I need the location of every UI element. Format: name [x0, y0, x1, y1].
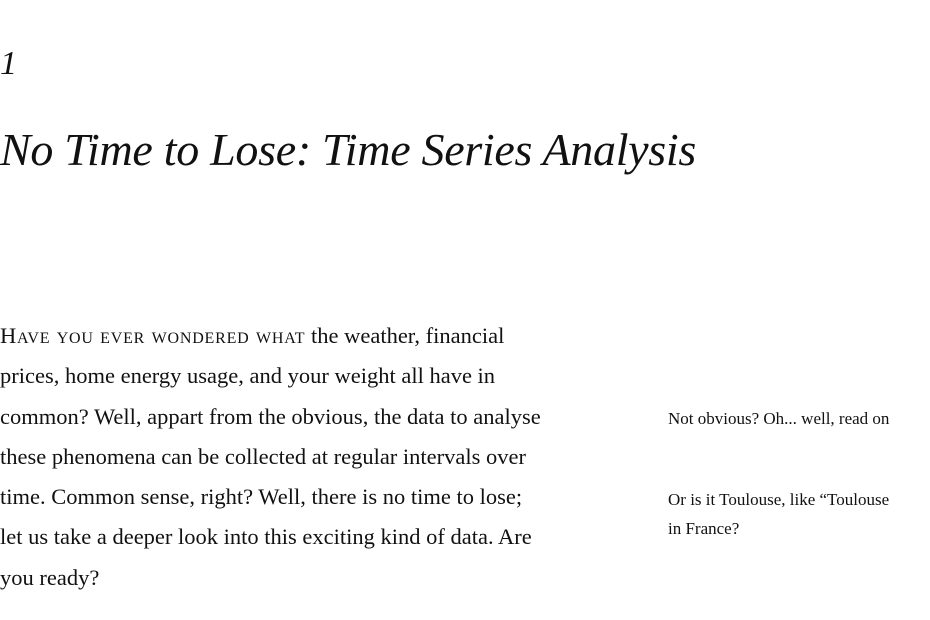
chapter-number: 1 — [0, 45, 17, 82]
body-line-6: let us take a deeper look into this exciting kind of data. Are — [0, 524, 532, 550]
chapter-title: No Time to Lose: Time Series Analysis — [0, 124, 696, 175]
body-line-7: you ready? — [0, 564, 100, 590]
sidenote-2-line-1: Or is it Toulouse, like “Toulouse — [668, 490, 890, 509]
sidenote-2-line-2: in France? — [668, 519, 740, 538]
body-line-5: time. Common sense, right? Well, there is no time to lose; — [0, 484, 523, 510]
sidenote-1-line-1: Not obvious? Oh... well, read on — [668, 409, 890, 428]
body-line-4: these phenomena can be collected at regular intervals over — [0, 443, 527, 469]
body-line-1 — [0, 316, 640, 356]
lead-in-smallcaps: Have you ever wondered what — [0, 323, 306, 348]
sidenote-2 — [668, 485, 889, 543]
body-line-3: common? Well, appart from the obvious, the data to analyse — [0, 403, 541, 429]
body-line-2: prices, home energy usage, and your weight all have in — [0, 363, 496, 389]
body-paragraph — [0, 316, 640, 598]
body-line-1-rest: the weather, financial — [305, 323, 505, 348]
sidenote-1 — [668, 404, 889, 433]
